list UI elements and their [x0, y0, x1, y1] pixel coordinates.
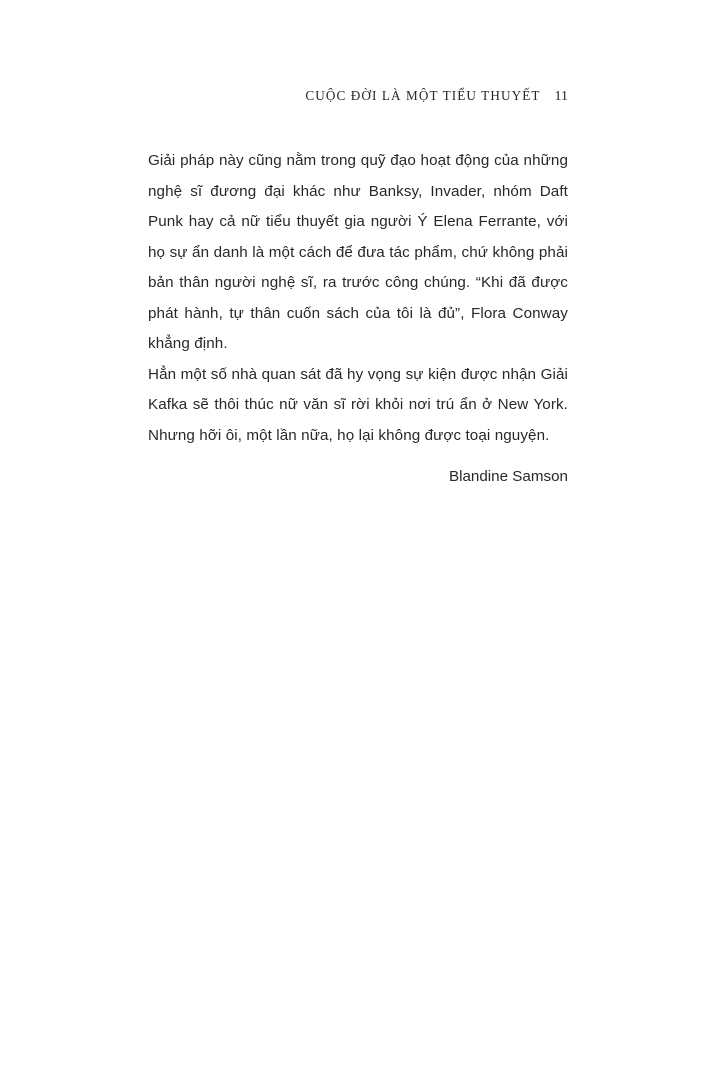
running-head	[148, 88, 568, 105]
paragraph: Giải pháp này cũng nằm trong quỹ đạo hoạt động của những nghệ sĩ đương đại khác như Banksy, Invader, nhóm Daft Punk hay cả nữ tiểu thuyết gia người Ý Elena Ferrante, với họ sự ẩn danh là một cách để đưa tác phẩm, chứ không phải bản thân người nghệ sĩ, ra trước công chúng. “Khi đã được phát hành, tự thân cuốn sách của tôi là đủ”, Flora Conway khẳng định.	[148, 152, 568, 352]
running-head-title: CUỘC ĐỜI LÀ MỘT TIỂU THUYẾT	[305, 88, 541, 103]
paragraph: Hẳn một số nhà quan sát đã hy vọng sự kiện được nhận Giải Kafka sẽ thôi thúc nữ văn sĩ rời khỏi nơi trú ẩn ở New York. Nhưng hỡi ôi, một lần nữa, họ lại không được toại nguyện.	[148, 365, 568, 444]
article-byline: Blandine Samson	[448, 468, 568, 485]
page-number: 11	[554, 89, 568, 104]
body-text	[148, 146, 568, 451]
